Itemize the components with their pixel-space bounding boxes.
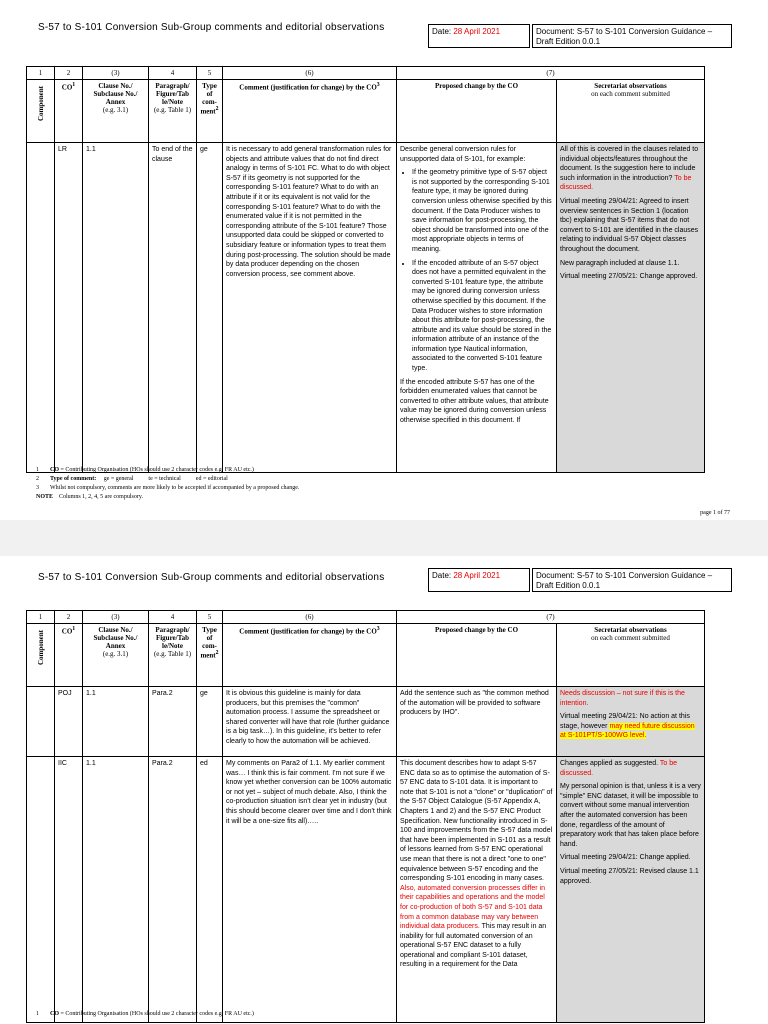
clause-header: Clause No./ Subclause No./ Annex (e.g. 3.1) [83,624,149,687]
component-cell [27,143,55,473]
date-value: 28 April 2021 [453,27,501,36]
comment-cell: It is obvious this guideline is mainly for data producers, but this premises the "common" automation process. I assume the spreadsheet or shared converter will have that role (further guidance is a big task…). In this guideline, it's better to refer clearly to how the automation will be achieved. [223,687,397,757]
secretariat-text: Virtual meeting 27/05/21: Revised clause 1.1 approved. [560,867,699,885]
clause-cell: 1.1 [83,757,149,1023]
col-number: 4 [149,67,197,80]
co-cell: POJ [55,687,83,757]
co-cell: LR [55,143,83,473]
col-number: 2 [55,67,83,80]
table-row [27,757,705,1023]
date-box [428,568,530,592]
proposed-header: Proposed change by the CO [397,624,557,687]
col-number: 2 [55,611,83,624]
secretariat-text: Changes applied as suggested. To be discussed. [560,760,678,777]
comment-cell: It is necessary to add general transformation rules for objects and attribute values that do not find direct analogy in terms of S-101 FC. What to do with object S-57 if its geometry is not supported for the corresponding S-101 feature? What to do with an attribute if it or its equivalent is not valid for the corresponding S-101 feature? What to do with the enumerated value if it is not permitted in the corresponding attribute of the S-101 feature? Those unsupported data could be skipped or converted to subsidiary feature or information types to treat them during post-processing. The solution should be made by data producer depending on the chosen conversion process, see comment above. [223,143,397,473]
footnote-1: 1 CO = Contributing Organisation (HOs should use 2 character codes e.g. FR AU etc.) [36,467,254,473]
document-box: Document: S-57 to S-101 Conversion Guidance – Draft Edition 0.0.1 [532,24,732,48]
clause-header: Clause No./ Subclause No./ Annex (e.g. 3.1) [83,80,149,143]
secretariat-header: Secretariat observations on each comment submitted [557,80,705,143]
co-cell: IIC [55,757,83,1023]
col-number: 5 [197,67,223,80]
secretariat-text: All of this is covered in the clauses related to individual objects/features throughout the document. Is the suggestion here to include such information in the introduction? To be discussed. [560,146,699,192]
comments-table [26,66,705,473]
comment-header: Comment (justification for change) by the $CO^3$ [223,624,397,687]
secretariat-text: New paragraph included at clause 1.1. [560,259,680,267]
component-cell [27,757,55,1023]
secretariat-cell [557,143,705,473]
type-header: Type of com- ment$^2$ [197,624,223,687]
list-item: • If the encoded attribute of an S-57 object does not have a permitted equivalent in the converted S-101 feature type, the attribute may be ignored during conversion unless otherwise specified by this document. If the Data Producer wishes to store information about this attribute for post-processing, the attribute and its value should be stored in the information attribute of an instance of the information type Nautical information, associated to the converted S-101 feature type. [412,259,553,374]
comment-cell: My comments on Para2 of 1.1. My earlier comment was… I think this is fair comment. I'm not sure if we know yet whether conversion can be 100% automatic or not yet – subject of much debate. Also, I think the co-production situation isn't clear yet in industry (but this should become clearer over time and I don't think it will be a one-size fits all)….. [223,757,397,1023]
type-cell: ed [197,757,223,1023]
component-header: Component [27,80,55,143]
paragraph-cell: Para.2 [149,757,197,1023]
page-separator [0,520,768,556]
component-cell [27,687,55,757]
proposed-cell [397,143,557,473]
paragraph-header: Paragraph/ Figure/Tab le/Note (e.g. Table 1) [149,624,197,687]
secretariat-header: Secretariat observations on each comment submitted [557,624,705,687]
secretariat-cell [557,687,705,757]
date-label: Date: [432,571,452,580]
date-value: 28 April 2021 [453,571,501,580]
clause-cell: 1.1 [83,143,149,473]
column-number-row [27,67,705,80]
col-number: 1 [27,67,55,80]
type-cell: ge [197,143,223,473]
co-header: $CO^1$ [55,80,83,143]
footnote-note: NOTE Columns 1, 2, 4, 5 are compulsory. [36,494,143,500]
proposed-header: Proposed change by the CO [397,80,557,143]
secretariat-text: Virtual meeting 29/04/21: Agreed to insert overview sentences in Section 1 (location tbc) explaining that S-57 items that do not convert to S-101 are identified in the clauses relating to individual S-57 Object classes throughout the document. [560,197,699,253]
clause-cell: 1.1 [83,687,149,757]
column-header-row [27,80,705,143]
col-number: 4 [149,611,197,624]
col-number: (3) [83,611,149,624]
paragraph-header: Paragraph/ Figure/Tab le/Note (e.g. Table 1) [149,80,197,143]
proposed-list [400,168,553,373]
col-number: 5 [197,611,223,624]
paragraph-cell: To end of the clause [149,143,197,473]
document-title: S-57 to S-101 Conversion Sub-Group comments and editorial observations [38,22,385,33]
footnotes [36,466,299,502]
type-cell: ge [197,687,223,757]
col-number: 1 [27,611,55,624]
secretariat-text: Virtual meeting 29/04/21: Change applied. [560,854,691,862]
proposed-tail: If the encoded attribute S-57 has one of the forbidden enumerated values that cannot be converted to other attribute values, that attribute value may be ignored during conversion unless otherwise specified in this document. If [400,378,549,425]
col-number: (3) [83,67,149,80]
secretariat-text: Needs discussion – not sure if this is the intention. [560,690,685,707]
page-number: page 1 of 77 [700,510,730,516]
secretariat-text: My personal opinion is that, unless it is a very "simple" ENC dataset, it will be impossible to convert without some manual intervention after the automated conversion has been done, regardless of the amount of preparatory work that has taken place before hand. [560,783,701,848]
table-row [27,143,705,473]
component-header: Component [27,624,55,687]
footnote-3: 3 Whilst not compulsory, comments are more likely to be accepted if accompanied by a proposed change. [36,485,300,491]
table-row [27,687,705,757]
comment-header: Comment (justification for change) by the $CO^3$ [223,80,397,143]
list-item: • If the geometry primitive type of S-57 object is not supported by the corresponding S-101 feature type, it may be ignored during conversion unless otherwise specified by this document. If the Data Producer wishes to save information for post-processing, the object should be transformed into one of the most appropriate objects in terms of meaning. [412,168,553,254]
paragraph-cell: Para.2 [149,687,197,757]
col-number: (7) [397,611,705,624]
footnote-1: 1 CO = Contributing Organisation (HOs should use 2 character codes e.g. FR AU etc.) [36,1011,254,1017]
proposed-cell: This document describes how to adapt S-57 ENC data so as to optimise the automation of S-57 ENC data to S-101 data. It is important to note that S-101 is not a "clone" or "duplication" of the S-57 Object Catalogue (S-57 Appendix A, Chapters 1 and 2) and the S-57 ENC Product Specification. New functionality introduced in S-100 and improvements from the S-57 data model that have been implemented in S-101 as a result of lessons learned from S-57 ENC operational use mean that there is not a direct "one to one" equivalence between S-57 encoding and the corresponding S-101 encoding in many cases. Also, automated conversion processes differ in their capabilities and operations and the model for co-production of both S-57 and S-101 data from a common database may vary between individual data producers. This may result in an inability for full automated conversion of an operational S-57 ENC dataset to a fully operational and compliant S-101 dataset, resulting in a requirement for the Data [397,757,557,1023]
document-title: S-57 to S-101 Conversion Sub-Group comments and editorial observations [38,572,385,583]
co-header: $CO^1$ [55,624,83,687]
col-number: (6) [223,67,397,80]
col-number: (7) [397,67,705,80]
date-label: Date: [432,27,452,36]
secretariat-cell [557,757,705,1023]
footnote-2: 2 Type of comment: ge = general te = technical ed = editorial [36,476,228,482]
proposed-intro: Describe general conversion rules for unsupported data of S-101, for example: [400,146,526,163]
document-box: Document: S-57 to S-101 Conversion Guidance – Draft Edition 0.0.1 [532,568,732,592]
column-number-row [27,611,705,624]
page-2 [0,556,768,1024]
col-number: (6) [223,611,397,624]
type-header: Type of com- ment$^2$ [197,80,223,143]
proposed-red-text: Also, automated conversion processes differ in their capabilities and operations and the model for co-production of both S-57 and S-101 data from a common database may vary between individual data producers. [400,884,546,931]
footnotes [36,1010,254,1019]
secretariat-text: Virtual meeting 29/04/21: No action at this stage, however may need future discussion at S-101PT/S-100WG level. [560,713,695,740]
proposed-cell: Add the sentence such as "the common method of the automation will be provided to software producers by IHO". [397,687,557,757]
secretariat-text: Virtual meeting 27/05/21: Change approved. [560,273,698,281]
column-header-row [27,624,705,687]
date-box [428,24,530,48]
comments-table [26,610,705,1023]
